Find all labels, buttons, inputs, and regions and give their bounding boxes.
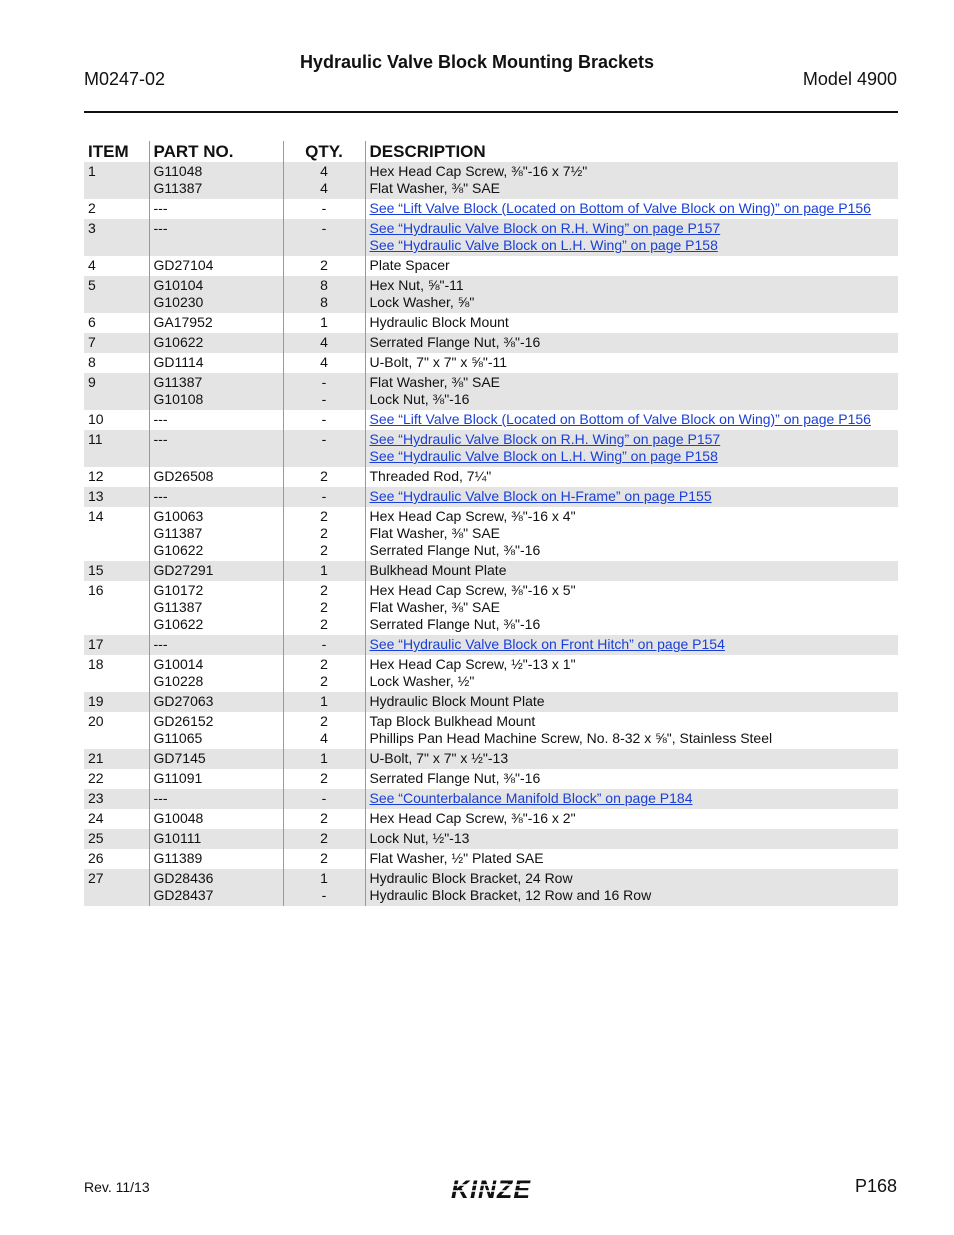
description-line: Bulkhead Mount Plate [369, 562, 507, 578]
description [365, 769, 898, 789]
table-row [84, 789, 898, 809]
part-number [149, 162, 283, 199]
description-line: Flat Washer, ⅜" SAE [369, 180, 500, 196]
page-title: Hydraulic Valve Block Mounting Brackets [299, 52, 655, 72]
description [365, 809, 898, 829]
item-number: 5 [84, 276, 149, 313]
item-number: 23 [84, 789, 149, 809]
description [365, 635, 898, 655]
item-number: 13 [84, 487, 149, 507]
part-number [149, 749, 283, 769]
description-line: Hydraulic Block Mount Plate [369, 693, 545, 709]
part-number-line: G10063 [153, 508, 204, 524]
item-number: 7 [84, 333, 149, 353]
part-number-line: --- [153, 488, 168, 504]
description [365, 276, 898, 313]
page-reference-link[interactable]: See “Hydraulic Valve Block on L.H. Wing” on page P158 [369, 448, 718, 464]
header-divider [84, 111, 898, 113]
description-line: Lock Washer, ½" [369, 673, 475, 689]
part-number-line: G11387 [153, 525, 203, 541]
description-line: Flat Washer, ½" Plated SAE [369, 850, 544, 866]
part-number-line: --- [153, 636, 168, 652]
quantity-line: - [321, 220, 327, 236]
quantity [283, 809, 365, 829]
description-line: U-Bolt, 7" x 7" x ½"-13 [369, 750, 509, 766]
item-number: 26 [88, 850, 104, 866]
table-row [84, 162, 898, 199]
quantity-line: 4 [320, 730, 328, 746]
table-row [84, 313, 898, 333]
part-number-line: --- [153, 431, 168, 447]
quantity [283, 487, 365, 507]
part-number [149, 199, 283, 219]
table-row [84, 410, 898, 430]
page-reference-link[interactable]: See “Hydraulic Valve Block on R.H. Wing” on page P157 [369, 220, 721, 236]
part-number-line: G11389 [153, 850, 203, 866]
part-number-line: GD1114 [153, 354, 204, 370]
description [365, 507, 898, 561]
quantity [283, 561, 365, 581]
part-number-line: GD26508 [153, 468, 214, 484]
quantity [283, 219, 365, 256]
quantity-line: - [321, 887, 327, 903]
description [365, 749, 898, 769]
item-number: 10 [88, 411, 104, 427]
parts-table [84, 141, 898, 906]
part-number-line: G10014 [153, 656, 204, 672]
description-line: Tap Block Bulkhead Mount [369, 713, 536, 729]
table-row [84, 487, 898, 507]
quantity [283, 581, 365, 635]
quantity [283, 635, 365, 655]
quantity-line: - [321, 200, 327, 216]
part-number [149, 373, 283, 410]
item-number: 9 [84, 373, 149, 410]
part-number-line: G10622 [153, 334, 204, 350]
part-number-line: --- [153, 411, 168, 427]
table-row [84, 373, 898, 410]
part-number-line: G10108 [153, 391, 204, 407]
description-line: Hydraulic Block Mount [369, 314, 509, 330]
table-row [84, 276, 898, 313]
quantity [283, 655, 365, 692]
part-number-line: G11387 [153, 374, 203, 390]
description-line: Lock Nut, ⅜"-16 [369, 391, 470, 407]
page-reference-link[interactable]: See “Hydraulic Valve Block on L.H. Wing” on page P158 [369, 237, 718, 253]
item-number: 27 [84, 869, 149, 906]
quantity [283, 199, 365, 219]
quantity [283, 353, 365, 373]
part-number [149, 581, 283, 635]
quantity-line: 2 [320, 810, 328, 826]
quantity [283, 410, 365, 430]
part-number-line: G11387 [153, 599, 203, 615]
item-number: 22 [88, 770, 104, 786]
part-number [149, 256, 283, 276]
quantity-line: 2 [320, 673, 328, 689]
part-number [149, 789, 283, 809]
revision-date: Rev. 11/13 [84, 1179, 150, 1195]
description [365, 849, 898, 869]
item-number: 3 [84, 219, 149, 256]
parts-table-body [84, 162, 898, 906]
model-label: Model 4900 [802, 69, 897, 89]
quantity [283, 162, 365, 199]
part-number-line: GD26152 [153, 713, 214, 729]
page-number: P168 [854, 1176, 897, 1196]
table-row [84, 849, 898, 869]
quantity-line: - [321, 431, 327, 447]
table-row [84, 256, 898, 276]
table-row [84, 219, 898, 256]
description [365, 162, 898, 199]
description-line: Hex Nut, ⅝"-11 [369, 277, 464, 293]
description [365, 313, 898, 333]
item-number: 24 [88, 810, 104, 826]
quantity [283, 373, 365, 410]
description [365, 353, 898, 373]
part-number-line: G11065 [153, 730, 203, 746]
description [365, 829, 898, 849]
description-line: U-Bolt, 7" x 7" x ⅝"-11 [369, 354, 508, 370]
description-line: Plate Spacer [369, 257, 450, 273]
column-header-item: ITEM [88, 142, 129, 161]
description [365, 430, 898, 467]
quantity-line: 4 [320, 180, 328, 196]
part-number-line: G11048 [153, 163, 203, 179]
quantity-line: 2 [320, 850, 328, 866]
description [365, 467, 898, 487]
description-line: Hydraulic Block Bracket, 24 Row [369, 870, 573, 886]
table-row [84, 769, 898, 789]
description-line: Flat Washer, ⅜" SAE [369, 599, 500, 615]
quantity [283, 749, 365, 769]
part-number-line: G10048 [153, 810, 204, 826]
svg-text:KINZE: KINZE [451, 1176, 531, 1204]
page-reference-link[interactable]: See “Lift Valve Block (Located on Bottom of Valve Block on Wing)” on page P156 [369, 411, 871, 427]
item-number: 14 [88, 508, 104, 524]
quantity-line: 2 [320, 525, 328, 541]
quantity-line: 1 [320, 562, 328, 578]
description-line: Hex Head Cap Screw, ⅜"-16 x 7½" [369, 163, 588, 179]
part-number-line: G11091 [153, 770, 203, 786]
description [365, 487, 898, 507]
part-number [149, 655, 283, 692]
part-number [149, 809, 283, 829]
page-reference-link[interactable]: See “Hydraulic Valve Block on Front Hitch” on page P154 [369, 636, 725, 652]
quantity-line: 2 [320, 830, 328, 846]
part-number [149, 869, 283, 906]
part-number-line: G10622 [153, 542, 204, 558]
description-line: Phillips Pan Head Machine Screw, No. 8-32 x ⅝", Stainless Steel [369, 730, 773, 746]
part-number [149, 829, 283, 849]
description-line: Hex Head Cap Screw, ⅜"-16 x 5" [369, 582, 576, 598]
quantity [283, 276, 365, 313]
part-number [149, 467, 283, 487]
part-number [149, 561, 283, 581]
part-number-line: GD27291 [153, 562, 214, 578]
quantity [283, 769, 365, 789]
table-row [84, 809, 898, 829]
description [365, 410, 898, 430]
description-line: Hex Head Cap Screw, ½"-13 x 1" [369, 656, 576, 672]
part-number-line: G10622 [153, 616, 204, 632]
part-number [149, 313, 283, 333]
description [365, 712, 898, 749]
quantity-line: - [321, 411, 327, 427]
item-number: 16 [88, 582, 104, 598]
quantity [283, 256, 365, 276]
table-row [84, 561, 898, 581]
table-row [84, 655, 898, 692]
quantity [283, 313, 365, 333]
quantity-line: - [321, 391, 327, 407]
quantity-line: 2 [320, 508, 328, 524]
item-number: 21 [84, 749, 149, 769]
column-header-part-no: PART NO. [149, 141, 283, 162]
description [365, 199, 898, 219]
description-line: Flat Washer, ⅜" SAE [369, 525, 500, 541]
table-row [84, 467, 898, 487]
description-line: Hex Head Cap Screw, ⅜"-16 x 2" [369, 810, 576, 826]
kinze-logo [432, 1176, 550, 1204]
quantity-line: 1 [320, 870, 328, 886]
part-number-line: GD28437 [153, 887, 214, 903]
quantity-line: 2 [320, 468, 328, 484]
part-number-line: GD28436 [153, 870, 214, 886]
quantity-line: 4 [320, 163, 328, 179]
description-line: Lock Washer, ⅝" [369, 294, 475, 310]
part-number [149, 692, 283, 712]
item-number: 1 [84, 162, 149, 199]
item-number: 17 [84, 635, 149, 655]
table-row [84, 635, 898, 655]
table-row [84, 749, 898, 769]
part-number-line: G10172 [153, 582, 204, 598]
quantity-line: 1 [320, 693, 328, 709]
description [365, 561, 898, 581]
quantity-line: 2 [320, 257, 328, 273]
part-number [149, 410, 283, 430]
part-number [149, 219, 283, 256]
description [365, 256, 898, 276]
quantity-line: 2 [320, 616, 328, 632]
part-number-line: GD27063 [153, 693, 214, 709]
description-line: Serrated Flange Nut, ⅜"-16 [369, 542, 541, 558]
column-header-description: DESCRIPTION [365, 141, 898, 162]
page-reference-link[interactable]: See “Hydraulic Valve Block on H-Frame” on page P155 [369, 488, 712, 504]
description-line: Hydraulic Block Bracket, 12 Row and 16 Row [369, 887, 652, 903]
quantity [283, 869, 365, 906]
part-number-line: --- [153, 220, 168, 236]
part-number-line: --- [153, 200, 168, 216]
item-number: 12 [88, 468, 104, 484]
item-number: 4 [88, 257, 96, 273]
part-number [149, 276, 283, 313]
quantity-line: 2 [320, 713, 328, 729]
part-number [149, 353, 283, 373]
quantity-line: - [321, 488, 327, 504]
table-row [84, 430, 898, 467]
quantity-line: 1 [320, 314, 328, 330]
description-line: Hex Head Cap Screw, ⅜"-16 x 4" [369, 508, 576, 524]
part-number-line: GD7145 [153, 750, 206, 766]
item-number: 2 [88, 200, 96, 216]
quantity [283, 430, 365, 467]
quantity-line: - [321, 636, 327, 652]
description [365, 333, 898, 353]
part-number [149, 849, 283, 869]
part-number-line: GA17952 [153, 314, 213, 330]
page-reference-link[interactable]: See “Lift Valve Block (Located on Bottom of Valve Block on Wing)” on page P156 [369, 200, 871, 216]
item-number: 8 [88, 354, 96, 370]
table-row [84, 581, 898, 635]
quantity [283, 333, 365, 353]
item-number: 15 [84, 561, 149, 581]
quantity-line: 2 [320, 656, 328, 672]
description [365, 219, 898, 256]
part-number [149, 430, 283, 467]
quantity-line: 1 [320, 750, 328, 766]
quantity-line: - [321, 374, 327, 390]
part-number-line: G10104 [153, 277, 204, 293]
part-number [149, 712, 283, 749]
quantity-line: 2 [320, 582, 328, 598]
description [365, 581, 898, 635]
part-number [149, 333, 283, 353]
table-row [84, 353, 898, 373]
part-number [149, 769, 283, 789]
quantity-line: 4 [320, 354, 328, 370]
quantity-line: 8 [320, 294, 328, 310]
description-line: Flat Washer, ⅜" SAE [369, 374, 500, 390]
description [365, 373, 898, 410]
table-row [84, 869, 898, 906]
quantity [283, 849, 365, 869]
document-number: M0247-02 [84, 69, 166, 89]
description-line: Threaded Rod, 7¼" [369, 468, 492, 484]
description-line: Serrated Flange Nut, ⅜"-16 [369, 770, 541, 786]
quantity-line: 2 [320, 542, 328, 558]
page-reference-link[interactable]: See “Hydraulic Valve Block on R.H. Wing” on page P157 [369, 431, 721, 447]
table-row [84, 829, 898, 849]
table-row [84, 199, 898, 219]
table-row [84, 692, 898, 712]
description-line: Lock Nut, ½"-13 [369, 830, 470, 846]
item-number: 20 [88, 713, 104, 729]
quantity [283, 507, 365, 561]
part-number [149, 507, 283, 561]
part-number [149, 487, 283, 507]
table-row [84, 712, 898, 749]
part-number [149, 635, 283, 655]
quantity-line: 2 [320, 599, 328, 615]
description [365, 869, 898, 906]
description [365, 692, 898, 712]
item-number: 6 [88, 314, 96, 330]
part-number-line: G10111 [153, 830, 202, 846]
quantity [283, 467, 365, 487]
item-number: 25 [84, 829, 149, 849]
part-number-line: --- [153, 790, 168, 806]
item-number: 19 [84, 692, 149, 712]
quantity-line: 4 [320, 334, 328, 350]
item-number: 18 [88, 656, 104, 672]
item-number: 11 [84, 430, 149, 467]
quantity [283, 692, 365, 712]
table-row [84, 333, 898, 353]
quantity [283, 712, 365, 749]
description-line: Serrated Flange Nut, ⅜"-16 [369, 616, 541, 632]
quantity-line: - [321, 790, 327, 806]
description [365, 655, 898, 692]
part-number-line: GD27104 [153, 257, 214, 273]
quantity [283, 829, 365, 849]
description-line: Serrated Flange Nut, ⅜"-16 [369, 334, 541, 350]
description [365, 789, 898, 809]
quantity [283, 789, 365, 809]
part-number-line: G10228 [153, 673, 204, 689]
quantity-line: 2 [320, 770, 328, 786]
column-header-qty: QTY. [283, 141, 365, 162]
page-reference-link[interactable]: See “Counterbalance Manifold Block” on page P184 [369, 790, 693, 806]
table-header-row [84, 141, 898, 162]
part-number-line: G11387 [153, 180, 203, 196]
quantity-line: 8 [320, 277, 328, 293]
table-row [84, 507, 898, 561]
part-number-line: G10230 [153, 294, 204, 310]
